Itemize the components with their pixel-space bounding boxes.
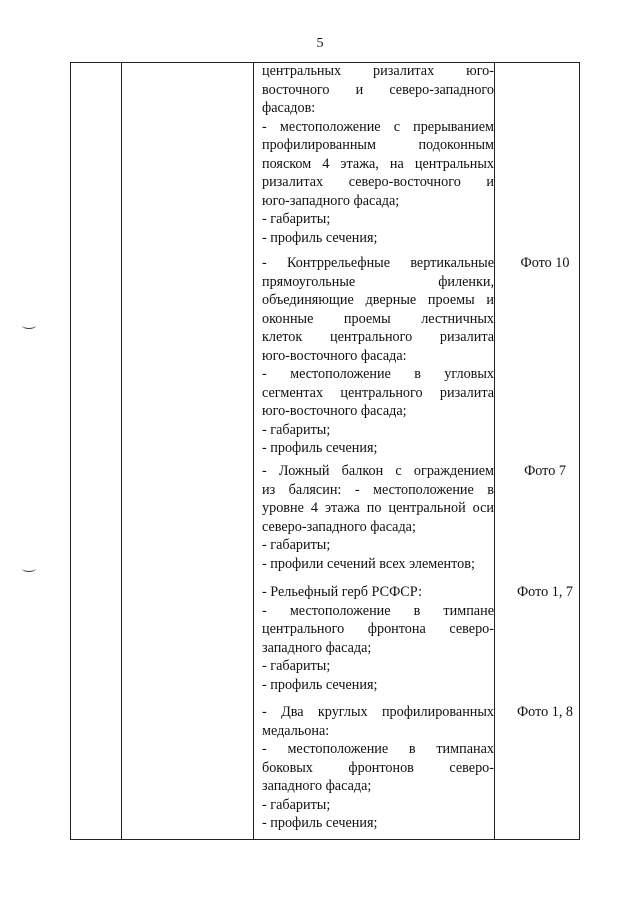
text-line: юго-восточного фасада; bbox=[262, 403, 407, 419]
text-line: - профили сечений всех элементов; bbox=[262, 555, 475, 572]
photo-reference: Фото 7 bbox=[524, 463, 566, 479]
text-line: западного фасада; bbox=[262, 778, 372, 794]
text-line: - Контррельефные вертикальные bbox=[262, 255, 494, 271]
text-line: - габариты; bbox=[262, 658, 331, 674]
text-line: оконные проемы лестничных bbox=[262, 310, 494, 327]
photo-reference: Фото 1, 7 bbox=[516, 584, 574, 600]
entry-description bbox=[262, 254, 494, 458]
entry-description bbox=[262, 703, 494, 833]
text-line: - профиль сечения; bbox=[262, 676, 378, 693]
text-line: профилированным подоконным bbox=[262, 137, 494, 153]
text-line: ризалитах северо-восточного и bbox=[262, 174, 494, 190]
text-line: западного фасада; bbox=[262, 639, 372, 656]
text-line: юго-восточного фасада: bbox=[262, 347, 407, 364]
text-line: - габариты; bbox=[262, 211, 331, 227]
entry-description bbox=[262, 583, 494, 694]
margin-mark bbox=[22, 322, 36, 329]
table-border-bottom bbox=[70, 839, 580, 840]
text-line: восточного и северо-западного bbox=[262, 81, 494, 98]
text-line: северо-западного фасада; bbox=[262, 518, 416, 535]
text-line: - профиль сечения; bbox=[262, 229, 378, 246]
entry-description bbox=[262, 62, 494, 247]
text-line: - Ложный балкон с ограждением bbox=[262, 463, 494, 479]
text-line: - местоположение в угловых bbox=[262, 366, 494, 382]
text-line: - местоположение в тимпане bbox=[262, 602, 494, 619]
table-border-right bbox=[579, 62, 580, 840]
text-line: - местоположение в тимпанах bbox=[262, 741, 494, 757]
text-line: объединяющие дверные проемы и bbox=[262, 292, 494, 308]
margin-mark bbox=[22, 565, 36, 572]
text-line: - профиль сечения; bbox=[262, 440, 378, 456]
text-line: - габариты; bbox=[262, 537, 331, 553]
text-line: прямоугольные филенки, bbox=[262, 273, 494, 290]
table-border-left bbox=[70, 62, 71, 840]
text-line: сегментах центрального ризалита bbox=[262, 384, 494, 401]
text-line: - габариты; bbox=[262, 796, 331, 813]
text-line: центрального фронтона северо- bbox=[262, 621, 494, 637]
column-divider-1 bbox=[121, 62, 122, 840]
text-line: юго-западного фасада; bbox=[262, 192, 400, 209]
column-divider-2 bbox=[253, 62, 254, 840]
text-line: - местоположение с прерыванием bbox=[262, 118, 494, 135]
text-line: центральных ризалитах юго- bbox=[262, 63, 494, 79]
photo-reference: Фото 1, 8 bbox=[516, 704, 574, 720]
text-line: пояском 4 этажа, на центральных bbox=[262, 155, 494, 172]
text-line: - Два круглых профилированных bbox=[262, 704, 494, 720]
text-line: уровне 4 этажа по центральной оси bbox=[262, 500, 494, 516]
entry-description bbox=[262, 462, 494, 573]
text-line: клеток центрального ризалита bbox=[262, 329, 494, 345]
column-divider-3 bbox=[494, 62, 495, 840]
text-line: - габариты; bbox=[262, 421, 331, 438]
photo-reference: Фото 10 bbox=[520, 255, 570, 271]
text-line: боковых фронтонов северо- bbox=[262, 759, 494, 776]
page-number: 5 bbox=[316, 36, 324, 51]
text-line: медальона: bbox=[262, 722, 330, 739]
text-line: - профиль сечения; bbox=[262, 815, 378, 831]
text-line: из балясин: - местоположение в bbox=[262, 481, 494, 498]
text-line: - Рельефный герб РСФСР: bbox=[262, 584, 423, 600]
text-line: фасадов: bbox=[262, 100, 316, 116]
